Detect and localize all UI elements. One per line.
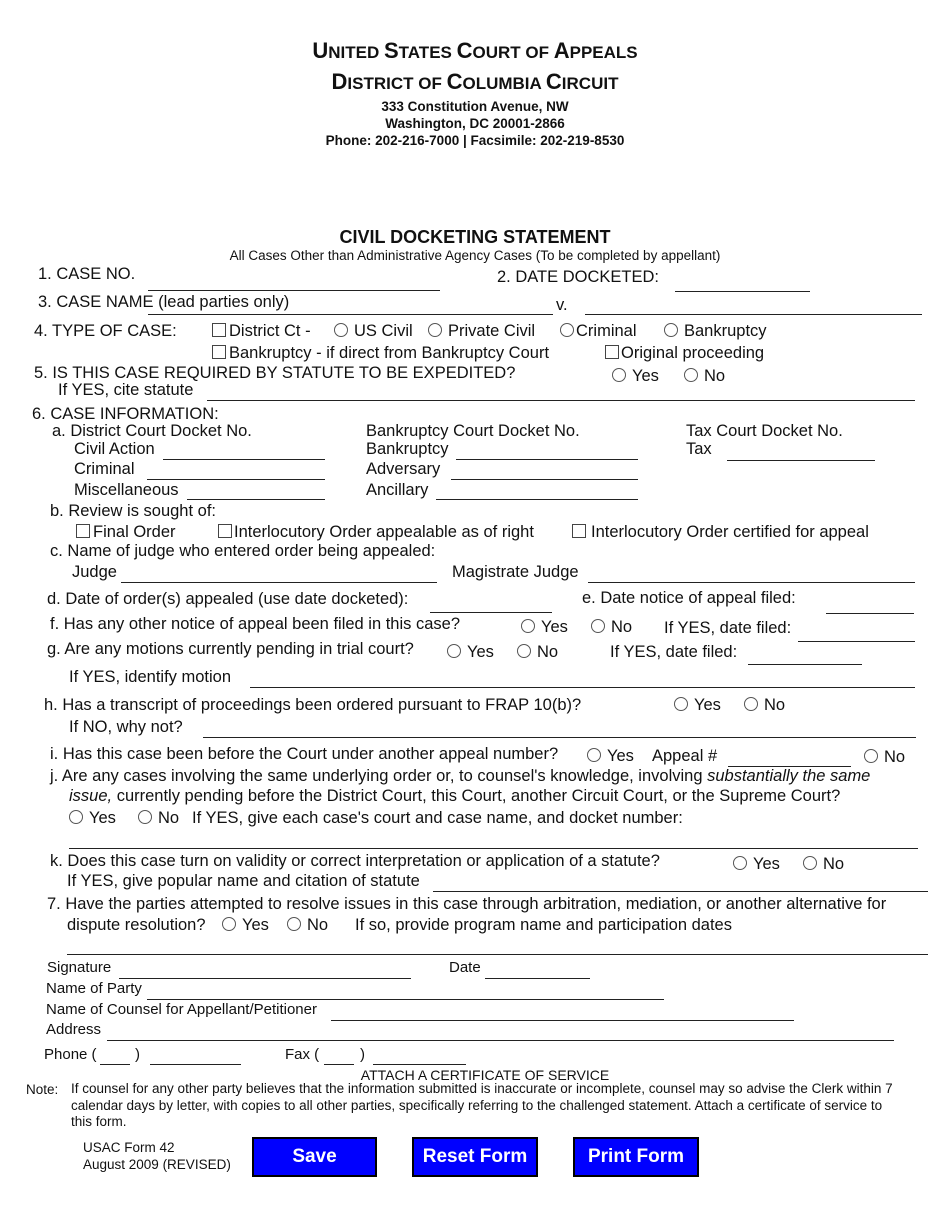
q6f-yes-option[interactable]: Yes — [521, 618, 568, 637]
final-order-checkbox[interactable] — [76, 524, 90, 538]
form-revision: August 2009 (REVISED) — [83, 1157, 231, 1172]
q6f-no-option[interactable]: No — [591, 618, 632, 637]
q6k-label: k. Does this case turn on validity or correct interpretation or application of a statute? — [50, 852, 660, 870]
bankruptcy-direct-checkbox[interactable] — [212, 345, 226, 359]
q6a-label: a. District Court Docket No. — [52, 422, 252, 440]
magistrate-judge-field[interactable] — [588, 582, 915, 583]
q6i-label: i. Has this case been before the Court under another appeal number? — [50, 745, 559, 763]
phone-area-field[interactable] — [100, 1064, 130, 1065]
tax-docket-header: Tax Court Docket No. — [686, 422, 843, 440]
date-docketed-field[interactable] — [675, 291, 810, 292]
q5-cite-label: If YES, cite statute — [58, 381, 194, 399]
final-order-option[interactable]: Final Order — [76, 523, 176, 542]
q6k-statute-label: If YES, give popular name and citation of statute — [67, 872, 420, 890]
save-button[interactable]: Save — [252, 1137, 377, 1177]
us-civil-radio[interactable] — [334, 323, 348, 337]
signature-field[interactable] — [119, 978, 411, 979]
interlocutory-right-option[interactable]: Interlocutory Order appealable as of right — [218, 523, 534, 542]
q6i-appeal-label: Appeal # — [652, 747, 718, 765]
q6h-label: h. Has a transcript of proceedings been ordered pursuant to FRAP 10(b)? — [44, 696, 582, 714]
criminal-option[interactable]: Criminal — [560, 322, 637, 341]
q5-yes-option[interactable]: Yes — [612, 367, 659, 386]
court-name-line2: DISTRICT OF COLUMBIA CIRCUIT — [331, 69, 619, 94]
program-field[interactable] — [67, 954, 928, 955]
q4-label: 4. TYPE OF CASE: — [34, 322, 177, 340]
note-line1: If counsel for any other party believes that the information submitted is inaccurate or incomplete, counsel may so advise the Clerk within 7 — [71, 1081, 893, 1096]
q6k-yes-radio[interactable] — [733, 856, 747, 870]
q6i-no-radio[interactable] — [864, 749, 878, 763]
bk-adversary-label: Adversary — [366, 460, 441, 478]
bankruptcy-option[interactable]: Bankruptcy — [664, 322, 767, 341]
q6j-yes-option[interactable]: Yes — [69, 809, 116, 828]
counsel-label: Name of Counsel for Appellant/Petitioner — [46, 1001, 317, 1018]
q3-label: 3. CASE NAME (lead parties only) — [38, 293, 290, 311]
order-date-field[interactable] — [430, 612, 552, 613]
criminal-docket-label: Criminal — [74, 460, 135, 478]
q5-no-option[interactable]: No — [684, 367, 725, 386]
interlocutory-right-checkbox[interactable] — [218, 524, 232, 538]
misc-docket-field[interactable] — [187, 499, 325, 500]
q6j-no-option[interactable]: No — [138, 809, 179, 828]
q6j-line1: j. Are any cases involving the same underlying order or, to counsel's knowledge, involving substantially the same — [50, 767, 871, 785]
q6k-no-option[interactable]: No — [803, 855, 844, 874]
q7-line1: 7. Have the parties attempted to resolve issues in this case through arbitration, mediation, or another alternative for — [47, 895, 887, 913]
related-cases-field[interactable] — [69, 848, 918, 849]
q6g-no-option[interactable]: No — [517, 643, 558, 662]
transcript-reason-field[interactable] — [203, 737, 916, 738]
interlocutory-cert-option[interactable]: Interlocutory Order certified for appeal — [572, 523, 869, 542]
q6f-label: f. Has any other notice of appeal been filed in this case? — [50, 615, 461, 633]
q7-yes-radio[interactable] — [222, 917, 236, 931]
fax-label: Fax ( — [285, 1046, 320, 1063]
q7-yes-option[interactable]: Yes — [222, 916, 269, 935]
district-ct-checkbox[interactable] — [212, 323, 226, 337]
fax-number-field[interactable] — [373, 1064, 466, 1065]
q6-label: 6. CASE INFORMATION: — [32, 405, 219, 423]
q7-line2: dispute resolution? — [67, 916, 206, 934]
bk-bankruptcy-label: Bankruptcy — [366, 440, 449, 458]
q6h-no-option[interactable]: No — [744, 696, 785, 715]
q6j-line2: issue, currently pending before the District Court, this Court, another Circuit Court, or the Supreme Court? — [69, 787, 841, 805]
party-field[interactable] — [147, 999, 664, 1000]
bk-bankruptcy-field[interactable] — [456, 459, 638, 460]
counsel-field[interactable] — [331, 1020, 794, 1021]
q6d-label: d. Date of order(s) appealed (use date docketed): — [47, 590, 409, 608]
reset-form-button[interactable]: Reset Form — [412, 1137, 538, 1177]
note-line3: this form. — [71, 1114, 127, 1129]
case-name-field-1[interactable] — [148, 314, 553, 315]
us-civil-option[interactable]: US Civil — [334, 322, 413, 341]
judge-label: Judge — [72, 563, 117, 581]
court-phone: Phone: 202-216-7000 | Facsimile: 202-219-8530 — [325, 133, 625, 148]
phone-number-field[interactable] — [150, 1064, 241, 1065]
case-no-field[interactable] — [148, 290, 440, 291]
q6f-date-field[interactable] — [798, 641, 915, 642]
party-label: Name of Party — [46, 980, 142, 997]
print-form-button[interactable]: Print Form — [573, 1137, 699, 1177]
q6i-yes-option[interactable]: Yes — [587, 747, 634, 766]
date-label: Date — [449, 959, 481, 976]
q6i-no-option[interactable]: No — [864, 748, 905, 767]
misc-docket-label: Miscellaneous — [74, 481, 179, 499]
q6g-identify-label: If YES, identify motion — [69, 668, 232, 686]
q5-no-radio[interactable] — [684, 368, 698, 382]
judge-field[interactable] — [121, 582, 437, 583]
q5-label: 5. IS THIS CASE REQUIRED BY STATUTE TO BE EXPEDITED? — [34, 364, 516, 382]
q7-no-option[interactable]: No — [287, 916, 328, 935]
q6g-yes-option[interactable]: Yes — [447, 643, 494, 662]
q6h-yes-radio[interactable] — [674, 697, 688, 711]
note-label: Note: — [26, 1082, 59, 1097]
district-ct-option[interactable]: District Ct - — [212, 322, 311, 341]
q6g-date-field[interactable] — [748, 664, 862, 665]
court-address-2: Washington, DC 20001-2866 — [385, 116, 565, 131]
attach-certificate: ATTACH A CERTIFICATE OF SERVICE — [360, 1067, 610, 1083]
notice-date-field[interactable] — [826, 613, 914, 614]
fax-paren-close: ) — [360, 1046, 365, 1063]
versus-label: v. — [556, 296, 568, 314]
q6k-no-radio[interactable] — [803, 856, 817, 870]
form-title: CIVIL DOCKETING STATEMENT — [339, 227, 611, 247]
q6j-yes-radio[interactable] — [69, 810, 83, 824]
civil-action-label: Civil Action — [74, 440, 155, 458]
bk-ancillary-label: Ancillary — [366, 481, 429, 499]
case-name-field-2[interactable] — [585, 314, 922, 315]
fax-area-field[interactable] — [324, 1064, 354, 1065]
bk-adversary-field[interactable] — [451, 479, 638, 480]
q6g-label: g. Are any motions currently pending in trial court? — [47, 640, 414, 658]
q6e-label: e. Date notice of appeal filed: — [582, 589, 796, 607]
q6j-no-radio[interactable] — [138, 810, 152, 824]
q6c-label: c. Name of judge who entered order being appealed: — [50, 542, 436, 560]
q6b-label: b. Review is sought of: — [50, 502, 216, 520]
address-label: Address — [46, 1021, 102, 1038]
q6j-instructions: If YES, give each case's court and case name, and docket number: — [192, 809, 683, 827]
interlocutory-cert-checkbox[interactable] — [572, 524, 586, 538]
q5-yes-radio[interactable] — [612, 368, 626, 382]
original-proceeding-checkbox[interactable] — [605, 345, 619, 359]
court-address-1: 333 Constitution Avenue, NW — [381, 99, 569, 114]
phone-label: Phone ( — [44, 1046, 97, 1063]
signature-label: Signature — [47, 959, 112, 976]
court-name-line1: UNITED STATES COURT OF APPEALS — [312, 38, 638, 63]
q7-program-label: If so, provide program name and participation dates — [355, 916, 732, 934]
form-subtitle: All Cases Other than Administrative Agency Cases (To be completed by appellant) — [229, 248, 721, 263]
bankruptcy-radio[interactable] — [664, 323, 678, 337]
bk-docket-header: Bankruptcy Court Docket No. — [366, 422, 580, 440]
q6f-date-label: If YES, date filed: — [664, 619, 792, 637]
statute-field[interactable] — [433, 891, 928, 892]
note-line2: calendar days by letter, with copies to all other parties, specifically referring to the challenged statement. Attach a certificate of service to — [71, 1098, 883, 1113]
civil-action-field[interactable] — [163, 459, 325, 460]
motion-field[interactable] — [250, 687, 915, 688]
private-civil-radio[interactable] — [428, 323, 442, 337]
magistrate-judge-label: Magistrate Judge — [452, 563, 579, 581]
criminal-radio[interactable] — [560, 323, 574, 337]
q6i-yes-radio[interactable] — [587, 748, 601, 762]
form-id: USAC Form 42 — [83, 1140, 175, 1155]
q5-statute-field[interactable] — [207, 400, 915, 401]
criminal-docket-field[interactable] — [147, 479, 325, 480]
q6g-date-label: If YES, date filed: — [610, 643, 738, 661]
q6k-yes-option[interactable]: Yes — [733, 855, 780, 874]
q6f-yes-radio[interactable] — [521, 619, 535, 633]
q6g-yes-radio[interactable] — [447, 644, 461, 658]
bankruptcy-direct-option[interactable]: Bankruptcy - if direct from Bankruptcy Court — [212, 344, 549, 363]
q7-no-radio[interactable] — [287, 917, 301, 931]
q2-label: 2. DATE DOCKETED: — [497, 268, 659, 286]
q6h-why-label: If NO, why not? — [69, 718, 183, 736]
q6g-no-radio[interactable] — [517, 644, 531, 658]
q6h-yes-option[interactable]: Yes — [674, 696, 721, 715]
tax-label: Tax — [686, 440, 712, 458]
original-proceeding-option[interactable]: Original proceeding — [605, 344, 764, 363]
bk-ancillary-field[interactable] — [436, 499, 638, 500]
phone-paren-close: ) — [135, 1046, 140, 1063]
q6f-no-radio[interactable] — [591, 619, 605, 633]
q1-label: 1. CASE NO. — [38, 265, 136, 283]
address-field[interactable] — [107, 1040, 894, 1041]
date-field[interactable] — [485, 978, 590, 979]
tax-field[interactable] — [727, 460, 875, 461]
private-civil-option[interactable]: Private Civil — [428, 322, 535, 341]
q6h-no-radio[interactable] — [744, 697, 758, 711]
